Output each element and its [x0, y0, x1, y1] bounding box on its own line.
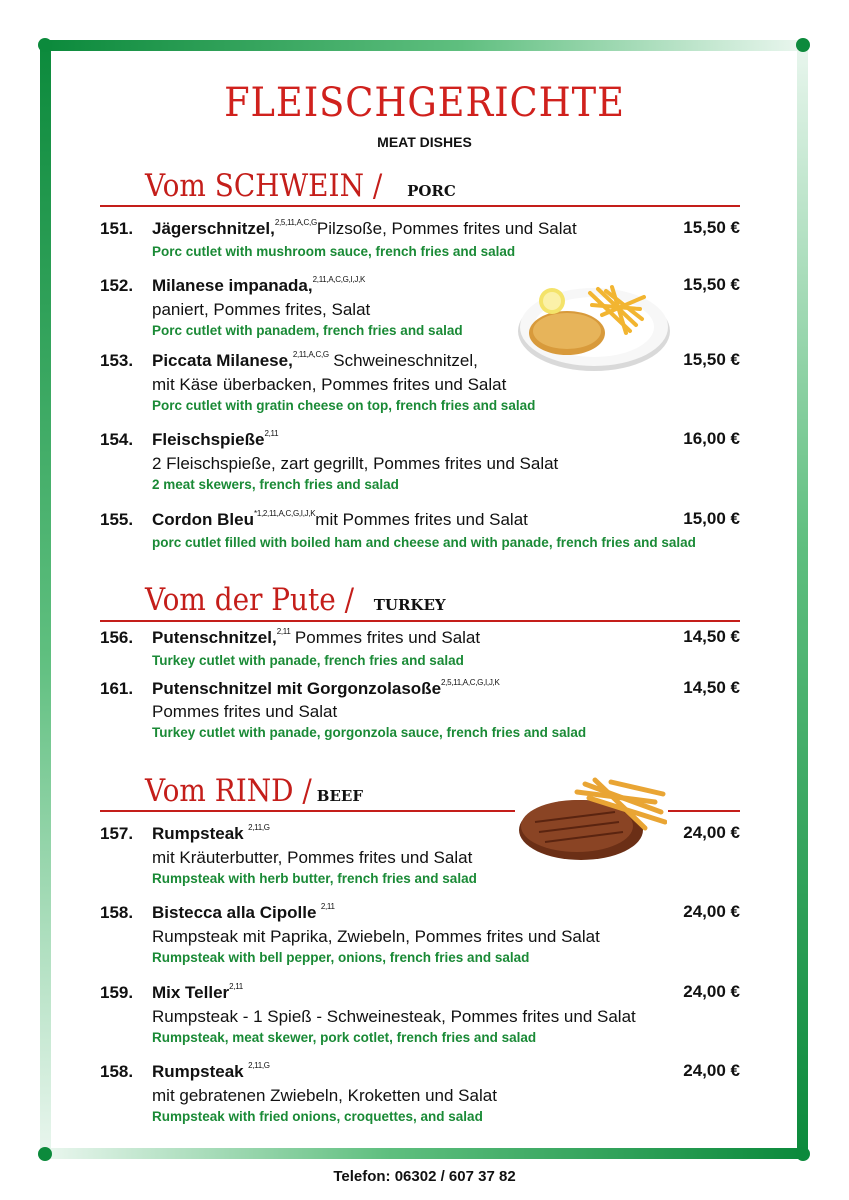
section-rule [668, 810, 740, 812]
section-rule [100, 810, 515, 812]
section-title: Vom RIND / [145, 773, 312, 809]
item-description: Schweineschnitzel, [333, 351, 478, 370]
frame-bottom-border [48, 1148, 800, 1159]
section-title: Vom SCHWEIN / [145, 168, 383, 204]
item-description: paniert, Pommes frites, Salat [152, 300, 371, 319]
item-english: Rumpsteak with bell pepper, onions, french fries and salad [152, 950, 530, 965]
menu-item [100, 429, 740, 494]
item-description: Rumpsteak - 1 Spieß - Schweinesteak, Pommes frites und Salat [152, 1007, 636, 1026]
item-description: 2 Fleischspieße, zart gegrillt, Pommes frites und Salat [152, 454, 559, 473]
item-description: Pommes frites und Salat [152, 702, 338, 721]
item-description: mit Käse überbacken, Pommes frites und Salat [152, 375, 507, 394]
section-heading-beef [145, 773, 363, 809]
allergen-codes: 2,11 [264, 429, 279, 438]
item-price: 15,50 € [683, 350, 740, 369]
item-english: Porc cutlet with mushroom sauce, french fries and salad [152, 244, 516, 259]
item-english: Rumpsteak, meat skewer, pork cotlet, french fries and salad [152, 1030, 537, 1045]
allergen-codes: 2,11,G [248, 823, 270, 832]
item-price: 14,50 € [683, 627, 740, 646]
item-number: 151. [100, 219, 134, 238]
item-number: 158. [100, 1062, 134, 1081]
item-number: 155. [100, 510, 134, 529]
section-subtitle: PORC [407, 182, 456, 200]
item-price: 14,50 € [683, 678, 740, 697]
item-price: 24,00 € [683, 902, 740, 921]
item-price: 24,00 € [683, 823, 740, 842]
item-price: 15,50 € [683, 218, 740, 237]
item-description: mit Pommes frites und Salat [315, 510, 528, 529]
item-name: Fleischspieße [152, 430, 265, 449]
item-description: Rumpsteak mit Paprika, Zwiebeln, Pommes frites und Salat [152, 927, 600, 946]
item-description: Pilzsoße, Pommes frites und Salat [316, 219, 577, 238]
item-price: 15,00 € [683, 509, 740, 528]
allergen-codes: 2,11,G [248, 1061, 270, 1070]
item-english: porc cutlet filled with boiled ham and cheese and with panade, french fries and salad [152, 535, 696, 550]
item-description: Pommes frites und Salat [294, 628, 481, 647]
item-number: 154. [100, 430, 134, 449]
item-name: Jägerschnitzel, [152, 219, 275, 238]
item-number: 159. [100, 983, 134, 1002]
corner-dot [38, 38, 52, 52]
item-description: mit gebratenen Zwiebeln, Kroketten und Salat [152, 1086, 497, 1105]
section-rule [100, 620, 740, 622]
section-subtitle: TURKEY [373, 596, 446, 614]
menu-item [100, 1061, 740, 1126]
item-number: 156. [100, 628, 134, 647]
item-price: 16,00 € [683, 429, 740, 448]
steak-photo [515, 772, 667, 868]
page-subtitle: MEAT DISHES [377, 134, 472, 150]
corner-dot [796, 1147, 810, 1161]
item-number: 157. [100, 824, 134, 843]
item-name: Putenschnitzel, [152, 628, 277, 647]
item-price: 24,00 € [683, 982, 740, 1001]
frame-right-border [797, 44, 808, 1154]
corner-dot [796, 38, 810, 52]
item-name: Piccata Milanese, [152, 351, 293, 370]
page-title: FLEISCHGERICHTE [224, 80, 625, 126]
allergen-codes: *1,2,11,A,C,G,I,J,K [254, 509, 316, 518]
item-name: Mix Teller [152, 983, 230, 1002]
allergen-codes: 2,11 [320, 902, 335, 911]
section-subtitle: BEEF [316, 787, 363, 805]
allergen-codes: 2,11 [229, 982, 243, 991]
item-english: Turkey cutlet with panade, french fries and salad [152, 653, 464, 668]
item-name: Milanese impanada, [152, 276, 313, 295]
section-heading-pork [145, 168, 456, 204]
schnitzel-photo [512, 275, 672, 375]
menu-item [100, 218, 740, 261]
item-english: Porc cutlet with panadem, french fries and salad [152, 323, 463, 338]
item-english: 2 meat skewers, french fries and salad [152, 477, 399, 492]
frame-left-border [40, 44, 51, 1154]
item-english: Turkey cutlet with panade, gorgonzola sauce, french fries and salad [152, 725, 587, 740]
item-name: Cordon Bleu [152, 510, 254, 529]
item-description: mit Kräuterbutter, Pommes frites und Salat [152, 848, 473, 867]
menu-item [100, 509, 760, 552]
menu-item [100, 627, 740, 670]
footer-phone: Telefon: 06302 / 607 37 82 [333, 1168, 516, 1185]
allergen-codes: 2,11 [276, 627, 291, 636]
menu-item [100, 982, 740, 1047]
item-name: Rumpsteak [152, 1062, 244, 1081]
section-title: Vom der Pute / [145, 582, 355, 618]
frame-top-border [48, 40, 800, 51]
item-english: Rumpsteak with herb butter, french fries and salad [152, 871, 477, 886]
item-price: 15,50 € [683, 275, 740, 294]
item-number: 152. [100, 276, 134, 295]
item-english: Porc cutlet with gratin cheese on top, french fries and salad [152, 398, 536, 413]
section-heading-turkey [145, 582, 446, 618]
item-name: Putenschnitzel mit Gorgonzolasoße [152, 679, 442, 698]
item-name: Bistecca alla Cipolle [152, 903, 317, 922]
menu-item [100, 678, 740, 742]
allergen-codes: 2,11,A,C,G [292, 350, 329, 359]
item-number: 158. [100, 903, 134, 922]
allergen-codes: 2,5,11,A,C,G,I,J,K [441, 678, 500, 687]
section-rule [100, 205, 740, 207]
corner-dot [38, 1147, 52, 1161]
allergen-codes: 2,5,11,A,C,G [274, 218, 317, 227]
allergen-codes: 2,11,A,C,G,I,J,K [312, 275, 366, 284]
item-number: 161. [100, 679, 134, 698]
item-price: 24,00 € [683, 1061, 740, 1080]
menu-item [100, 902, 740, 967]
item-english: Rumpsteak with fried onions, croquettes, and salad [152, 1109, 483, 1124]
item-number: 153. [100, 351, 134, 370]
item-name: Rumpsteak [152, 824, 244, 843]
